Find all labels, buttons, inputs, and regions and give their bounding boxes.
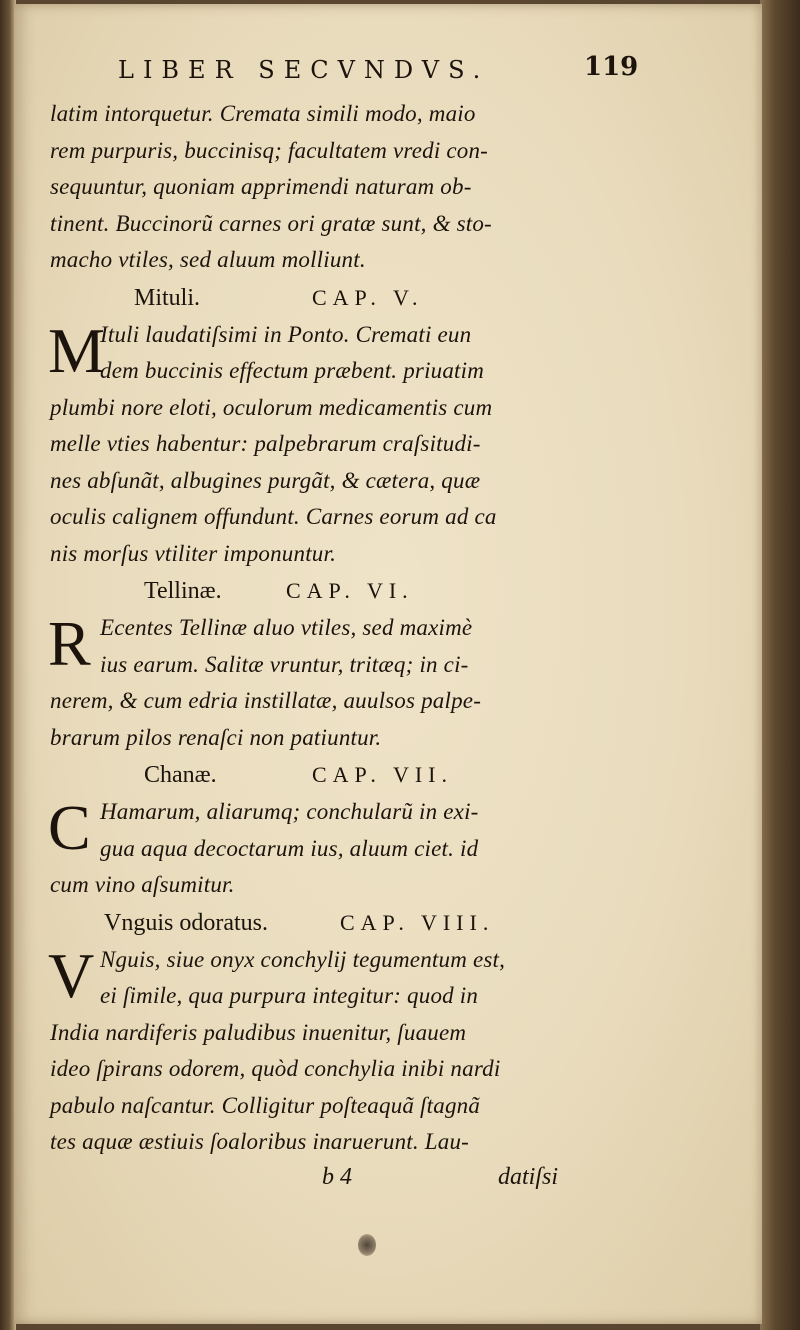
text-line: ei ſimile, qua purpura integitur: quod in [100, 983, 479, 1008]
text-line: rem purpuris, buccinisq; facultatem vredi con- [50, 137, 489, 163]
ink-stain [358, 1234, 376, 1256]
page-footer [14, 1164, 762, 1204]
chapter-title: Vnguis odoratus. [104, 909, 268, 936]
page-number: 119 [584, 52, 639, 82]
drop-initial: M [48, 314, 105, 386]
text-line: Ecentes Tellinæ aluo vtiles, sed maximè [100, 615, 473, 640]
chapter-paragraph-vi [50, 610, 610, 756]
continuation-paragraph [50, 96, 610, 279]
chapter-heading-viii [50, 904, 610, 942]
chapter-title: Mituli. [134, 284, 201, 311]
chapter-number: CAP. VI. [286, 578, 414, 603]
drop-initial: R [48, 608, 91, 679]
chapter-number: CAP. VIII. [340, 909, 495, 935]
text-line: gua aqua decoctarum ius, aluum ciet. id [100, 835, 479, 861]
chapter-title: Chanæ. [144, 762, 217, 788]
text-line: Hamarum, aliarumq; conchularũ in exi- [100, 799, 479, 824]
text-line: nis morſus vtiliter imponuntur. [50, 540, 337, 566]
text-line: plumbi nore eloti, oculorum medicamentis cum [50, 394, 493, 420]
chapter-number: CAP. VII. [312, 762, 454, 787]
page-header [14, 50, 762, 90]
signature-mark: b 4 [322, 1164, 352, 1190]
text-line: sequuntur, quoniam apprimendi naturam ob- [50, 174, 472, 199]
text-line: ius earum. Salitæ vruntur, tritæq; in ci- [100, 651, 469, 677]
chapter-title: Tellinæ. [144, 578, 222, 604]
book-page [14, 4, 762, 1324]
text-line: dem buccinis effectum præbent. priuatim [100, 358, 485, 383]
text-line: nerem, & cum edria instillatæ, auulsos palpe- [50, 688, 482, 713]
text-line: nes abſunãt, albugines purgãt, & cætera, quæ [50, 467, 481, 493]
text-line: macho vtiles, sed aluum molliunt. [50, 247, 366, 272]
text-line: brarum pilos renaſci non patiuntur. [50, 724, 382, 750]
catchword: datiſsi [498, 1164, 559, 1190]
text-line: Nguis, siue onyx conchylij tegumentum est, [100, 946, 506, 972]
page-body [50, 96, 610, 1161]
page-edges [760, 0, 800, 1330]
text-line: cum vino aſsumitur. [50, 872, 235, 897]
text-line: pabulo naſcantur. Colligitur poſteaquã ſtagnã [50, 1092, 481, 1118]
chapter-number: CAP. V. [312, 284, 424, 310]
chapter-paragraph-vii [50, 794, 610, 904]
chapter-paragraph-v [48, 314, 610, 573]
text-line: tinent. Buccinorũ carnes ori gratæ sunt, & sto- [50, 210, 492, 236]
text-line: oculis calignem offundunt. Carnes eorum ad ca [50, 504, 497, 529]
chapter-paragraph-viii [48, 939, 610, 1161]
running-head: LIBER SECVNDVS. [118, 56, 490, 84]
text-line: tes aquæ æstiuis ſoaloribus inaruerunt. Lau- [50, 1129, 470, 1154]
text-line: latim intorquetur. Cremata simili modo, maio [50, 101, 476, 126]
text-line: melle vties habentur: palpebrarum craſsitudi- [50, 431, 481, 456]
chapter-heading-vii [50, 756, 610, 794]
text-line: ideo ſpirans odorem, quòd conchylia inibi nardi [50, 1056, 501, 1081]
text-line: India nardiferis paludibus inuenitur, ſuauem [50, 1019, 467, 1045]
drop-initial: C [48, 792, 91, 863]
drop-initial: V [48, 939, 95, 1011]
text-line: Ituli laudatiſsimi in Ponto. Cremati eun [100, 321, 472, 347]
chapter-heading-vi [50, 572, 610, 610]
chapter-heading-v [50, 279, 610, 317]
